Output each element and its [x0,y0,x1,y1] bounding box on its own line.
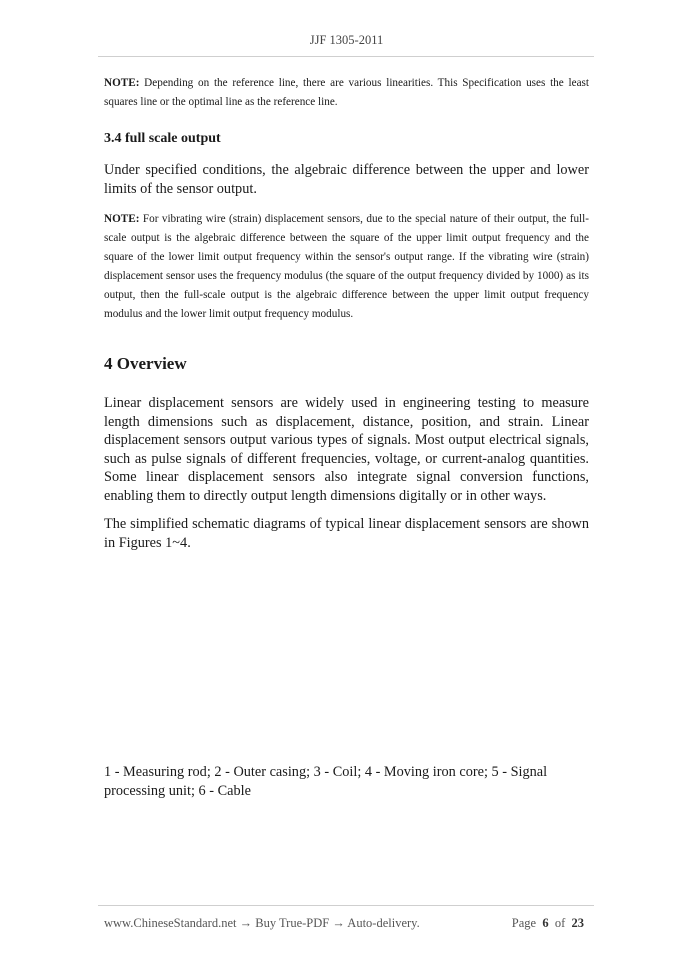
document-number: JJF 1305-2011 [309,33,384,47]
section-4-heading: 4 Overview [104,354,187,373]
page-number [512,916,584,931]
page-label: Page [511,916,537,930]
section-3-4-definition: Under specified conditions, the algebraic difference between the upper and lower limits of the sensor output. [104,162,589,197]
figure-placeholder [104,552,589,763]
footer-website-link[interactable]: www.ChineseStandard.net → Buy True-PDF → Auto-delivery. [104,916,420,930]
page-of: of [554,916,566,930]
note-full-scale-output [104,210,589,324]
page-content [104,74,589,800]
overview-paragraph-1: Linear displacement sensors are widely used in engineering testing to measure length dimensions such as displacement, distance, position, and strain. Linear displacement sensors output various types of signals. Most output electrical signals, such as pulse signals of different frequencies, voltage, or current-analog quantities. Some linear displacement sensors also integrate signal conversion functions, enabling them to directly output length dimensions digitally or in other ways. [104,395,589,504]
header-divider [98,56,594,57]
note-text: Depending on the reference line, there are various linearities. This Specification uses the least squares line or the optimal line as the reference line. [104,77,589,108]
section-3-4-heading: 3.4 full scale output [104,131,221,146]
figure-caption: 1 - Measuring rod; 2 - Outer casing; 3 - Coil; 4 - Moving iron core; 5 - Signal processing unit; 6 - Cable [104,764,548,799]
note-label: NOTE: [104,213,140,225]
page-header [0,33,693,48]
overview-paragraph-2: The simplified schematic diagrams of typical linear displacement sensors are shown in Figures 1~4. [104,516,589,551]
note-reference-line [104,74,589,112]
note-text: For vibrating wire (strain) displacement sensors, due to the special nature of their output, the full-scale output is the algebraic difference between the square of the upper limit output frequency and the square of the lower limit output frequency within the sensor's output range. If the vibrating wire (strain) displacement sensor uses the frequency modulus (the square of the output frequency divided by 1000) as its output, then the full-scale output is the algebraic difference between the upper limit output frequency modulus and the lower limit output frequency modulus. [104,213,589,320]
footer-divider [98,905,594,906]
note-label: NOTE: [104,77,140,89]
page-total: 23 [571,916,584,930]
page-current: 6 [542,916,549,930]
